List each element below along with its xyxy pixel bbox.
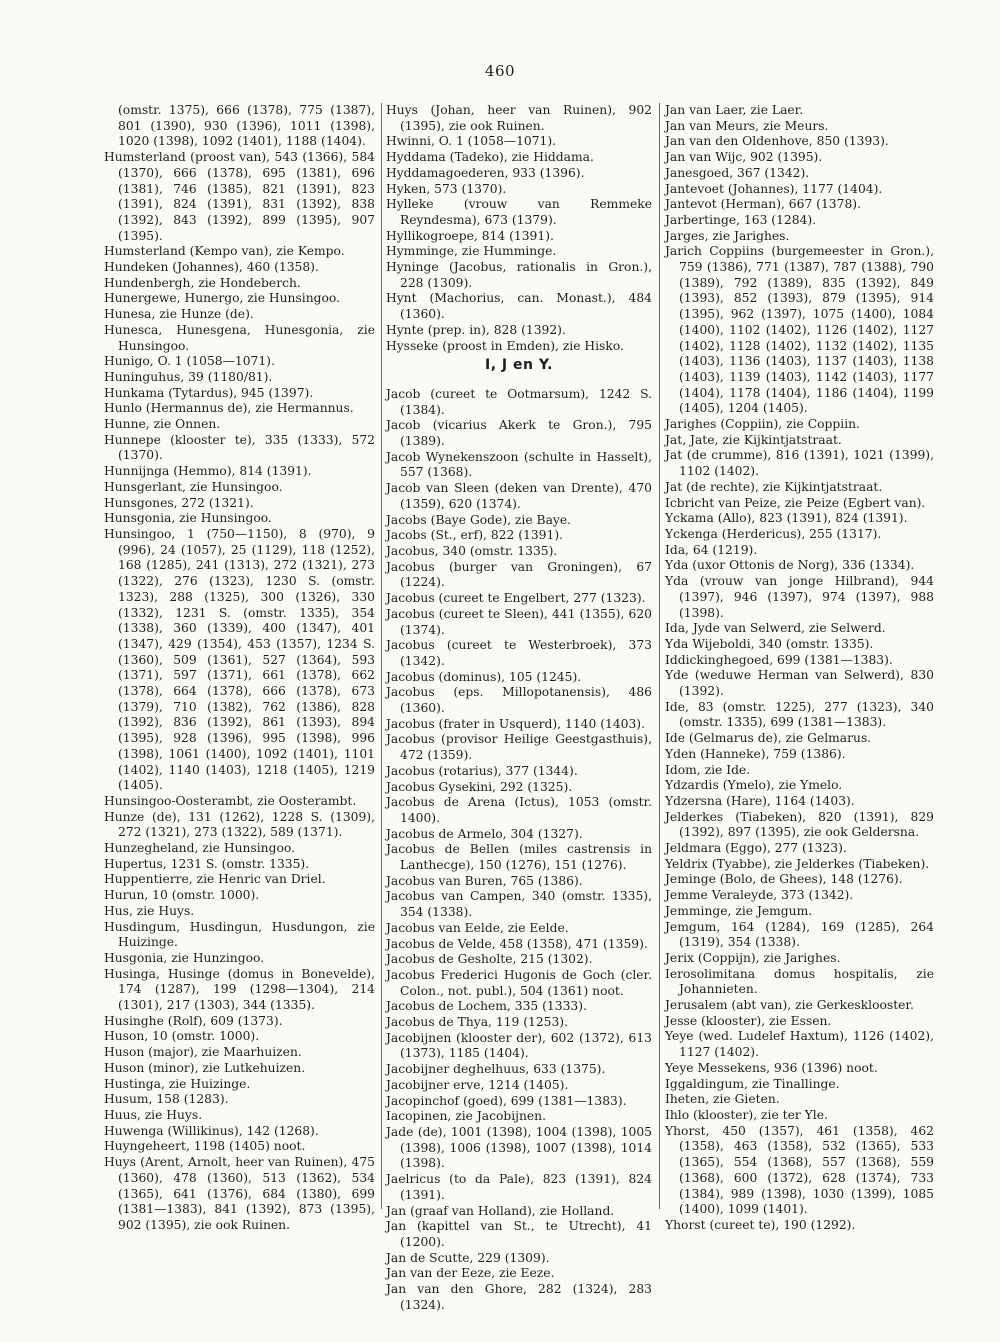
index-entry: Hunigo, O. 1 (1058—1071). xyxy=(104,354,275,369)
index-entry: Jacobs (St., erf), 822 (1391). xyxy=(386,528,564,543)
index-entry: Jaelricus (to da Pale), 823 (1391), 824 (1391). xyxy=(386,1172,652,1202)
index-entry: Jacobs (Baye Gode), zie Baye. xyxy=(386,512,572,527)
index-entry: Jemminge, zie Jemgum. xyxy=(665,903,813,918)
index-entry: Jacobus van Campen, 340 (omstr. 1335), 354 (1338). xyxy=(386,889,652,920)
index-entry: Jantevot (Herman), 667 (1378). xyxy=(665,197,861,212)
index-entry: Huyngeheert, 1198 (1405) noot. xyxy=(104,1139,306,1154)
index-entry: Husdingum, Husdingun, Husdungon, zie Huizinge. xyxy=(104,919,375,950)
index-entry: Iheten, zie Gieten. xyxy=(665,1092,780,1107)
index-entry: Hunesca, Hunesgena, Hunesgonia, zie Hunsingoo. xyxy=(104,322,375,353)
index-entry: Husinga, Husinge (domus in Bonevelde), 174 (1287), 199 (1298—1304), 214 (1301), 217 (1303), 344 (1335). xyxy=(104,966,375,1013)
index-entry: Idom, zie Ide. xyxy=(665,762,751,777)
index-entry: Janesgoed, 367 (1342). xyxy=(665,165,810,180)
index-entry: Yeye Messekens, 936 (1396) noot. xyxy=(665,1060,878,1075)
index-entry: Jacobus van Buren, 765 (1386). xyxy=(386,873,583,888)
index-entry: Hustinga, zie Huizinge. xyxy=(104,1076,251,1091)
index-entry: Huys (Arent, Arnolt, heer van Ruinen), 475 (1360), 478 (1360), 513 (1362), 534 (1365), 641 (1376), 684 (1380), 699 (1381—1383), 841 (1392), 873 (1395), 902 (1395), zie ook Ruinen. xyxy=(104,1155,375,1232)
index-entry: Yda (uxor Ottonis de Norg), 336 (1334). xyxy=(665,558,915,573)
index-entry: Jacobus (dominus), 105 (1245). xyxy=(386,669,582,684)
index-entry: Jemme Veraleyde, 373 (1342). xyxy=(665,888,854,903)
index-entry: Jat (de rechte), zie Kijkintjatstraat. xyxy=(665,479,883,494)
index-column-1 xyxy=(104,103,375,1232)
index-entry: Ierosolimitana domus hospitalis, zie Johannieten. xyxy=(665,966,934,997)
index-entry: Jan van Meurs, zie Meurs. xyxy=(665,118,829,133)
index-entry: Yeye (wed. Ludelef Haxtum), 1126 (1402), 1127 (1402). xyxy=(665,1029,934,1060)
index-entry: Hundeken (Johannes), 460 (1358). xyxy=(104,260,319,275)
index-entry: Jacobus de Armelo, 304 (1327). xyxy=(386,826,583,841)
index-entry: Yeldrix (Tyabbe), zie Jelderkes (Tiabeken). xyxy=(665,856,930,871)
index-entry: Jacobijnen (klooster der), 602 (1372), 613 (1373), 1185 (1404). xyxy=(386,1030,652,1061)
index-entry: Iacopinen, zie Jacobijnen. xyxy=(386,1109,547,1124)
index-entry: Hwinni, O. 1 (1058—1071). xyxy=(386,134,557,149)
index-entry: Jan (kapittel van St., te Utrecht), 41 (1200). xyxy=(386,1219,652,1249)
index-entry: Jacobus Gysekini, 292 (1325). xyxy=(386,779,573,794)
page-number: 460 xyxy=(484,62,516,80)
index-entry: Hyken, 573 (1370). xyxy=(386,181,507,196)
index-entry: Jarbertinge, 163 (1284). xyxy=(665,212,817,227)
index-entry: Huppentierre, zie Henric van Driel. xyxy=(104,872,326,887)
index-entry: Jacobijner deghelhuus, 633 (1375). xyxy=(386,1062,606,1077)
index-entry: Jacobus de Arena (Ictus), 1053 (omstr. 1400). xyxy=(386,795,652,825)
index-entry: Jerix (Coppijn), zie Jarighes. xyxy=(665,950,841,965)
index-entry: Jeminge (Bolo, de Ghees), 148 (1276). xyxy=(665,872,903,887)
index-entry: Hyninge (Jacobus, rationalis in Gron.), 228 (1309). xyxy=(386,260,652,290)
index-entry: Hunnijnga (Hemmo), 814 (1391). xyxy=(104,464,312,479)
index-entry: Jacob (cureet te Ootmarsum), 1242 S. (1384). xyxy=(386,386,652,417)
index-entry: Jan (graaf van Holland), zie Holland. xyxy=(386,1203,615,1218)
index-entry: Jacobus (cureet te Engelbert, 277 (1323). xyxy=(386,591,646,606)
index-entry: Jemgum, 164 (1284), 169 (1285), 264 (1319), 354 (1338). xyxy=(665,919,934,950)
index-entry: Icbricht van Peize, zie Peize (Egbert van). xyxy=(665,495,926,510)
section-heading: I, J en Y. xyxy=(485,357,553,374)
index-entry: Jacobus de Bellen (miles castrensis in Lanthecge), 150 (1276), 151 (1276). xyxy=(386,842,652,873)
index-column-2 xyxy=(386,103,652,1312)
index-entry: Hunne, zie Onnen. xyxy=(104,417,221,432)
index-entry: Jeldmara (Eggo), 277 (1323). xyxy=(665,841,847,856)
index-entry: Hymminge, zie Humminge. xyxy=(386,244,557,259)
index-entry: Jacobus (frater in Usquerd), 1140 (1403). xyxy=(386,716,645,731)
index-entry: Hundenbergh, zie Hondeberch. xyxy=(104,275,301,290)
index-entry: Ydzersna (Hare), 1164 (1403). xyxy=(665,793,855,808)
index-entry: Huson (major), zie Maarhuizen. xyxy=(104,1045,302,1060)
index-entry: Huninguhus, 39 (1180/81). xyxy=(104,369,273,384)
index-entry: Ide, 83 (omstr. 1225), 277 (1323), 340 (omstr. 1335), 699 (1381—1383). xyxy=(665,699,934,730)
index-entry: Yckama (Allo), 823 (1391), 824 (1391). xyxy=(665,511,908,526)
index-entry: Husgonia, zie Hunzingoo. xyxy=(104,950,265,965)
index-entry: Jade (de), 1001 (1398), 1004 (1398), 1005 (1398), 1006 (1398), 1007 (1398), 1014 (1398). xyxy=(386,1125,652,1171)
index-entry: Husinghe (Rolf), 609 (1373). xyxy=(104,1013,283,1028)
index-entry: Jacobus de Thya, 119 (1253). xyxy=(386,1015,569,1030)
index-entry: Jacobus (eps. Millopotanensis), 486 (1360). xyxy=(386,685,652,716)
index-entry: Jerusalem (abt van), zie Gerkesklooster. xyxy=(665,998,914,1013)
index-entry: Ida, 64 (1219). xyxy=(665,542,758,557)
index-entry: Hunergewe, Hunergo, zie Hunsingoo. xyxy=(104,291,340,306)
index-entry: Iddickinghegoed, 699 (1381—1383). xyxy=(665,652,893,667)
index-entry: Jat (de crumme), 816 (1391), 1021 (1399), 1102 (1402). xyxy=(665,448,934,479)
index-entry: Hunesa, zie Hunze (de). xyxy=(104,307,254,322)
index-entry: Jan de Scutte, 229 (1309). xyxy=(386,1250,550,1265)
index-entry: Iggaldingum, zie Tinallinge. xyxy=(665,1076,840,1091)
index-entry: Jacob Wynekenszoon (schulte in Hasselt), 557 (1368). xyxy=(386,449,652,480)
index-entry: Hynt (Machorius, can. Monast.), 484 (1360). xyxy=(386,291,652,322)
index-entry: Yden (Hanneke), 759 (1386). xyxy=(665,746,846,761)
index-entry: Jacobus (burger van Groningen), 67 (1224). xyxy=(386,559,652,590)
index-entry: Jesse (klooster), zie Essen. xyxy=(665,1013,832,1028)
index-entry: Jacobus (rotarius), 377 (1344). xyxy=(386,763,578,778)
index-entry: Hunsgerlant, zie Hunsingoo. xyxy=(104,479,283,494)
index-entry: Yda (vrouw van jonge Hilbrand), 944 (1397), 946 (1397), 974 (1397), 988 (1398). xyxy=(665,574,934,620)
index-entry: Hysseke (proost in Emden), zie Hisko. xyxy=(386,338,624,353)
index-entry: Hyllikogroepe, 814 (1391). xyxy=(386,228,554,243)
index-entry: Yhorst, 450 (1357), 461 (1358), 462 (1358), 463 (1358), 532 (1365), 533 (1365), 554 (1368), 557 (1368), 559 (1368), 600 (1372), 628 (1374), 733 (1384), 989 (1398), 1030 (1399), 1085 (1400), 1099 (1401). xyxy=(665,1123,934,1217)
index-entry: Jan van den Ghore, 282 (1324), 283 (1324). xyxy=(386,1282,652,1312)
index-entry: Hyddamagoederen, 933 (1396). xyxy=(386,165,585,180)
index-entry: Hunsingoo-Oosterambt, zie Oosterambt. xyxy=(104,793,357,808)
index-entry: Jacob van Sleen (deken van Drente), 470 (1359), 620 (1374). xyxy=(386,481,652,511)
index-entry: Jarich Coppiins (burgemeester in Gron.), 759 (1386), 771 (1387), 787 (1388), 790 (1389), 792 (1389), 835 (1392), 849 (1393), 852 (1393), 879 (1395), 914 (1395), 962 (1397), 1075 (1400), 1084 (1400), 1102 (1402), 1126 (1402), 1127 (1402), 1128 (1402), 1132 (1402), 1135 (1403), 1136 (1403), 1137 (1403), 1138 (1403), 1139 (1403), 1142 (1403), 1177 (1404), 1178 (1404), 1186 (1404), 1199 (1405), 1204 (1405). xyxy=(665,244,934,416)
index-entry: Hyddama (Tadeko), zie Hiddama. xyxy=(386,150,594,165)
index-entry: Ydzardis (Ymelo), zie Ymelo. xyxy=(665,778,843,793)
index-entry: Jacobijner erve, 1214 (1405). xyxy=(386,1077,569,1092)
index-entry: Hunsingoo, 1 (750—1150), 8 (970), 9 (996), 24 (1057), 25 (1129), 118 (1252), 168 (1285), 241 (1313), 272 (1321), 273 (1322), 276 (1323), 1230 S. (omstr. 1323), 288 (1325), 300 (1326), 330 (1332), 1231 S. (omstr. 1335), 354 (1338), 360 (1339), 400 (1347), 401 (1347), 429 (1354), 453 (1357), 1234 S. (1360), 509 (1361), 527 (1364), 593 (1371), 597 (1371), 661 (1378), 662 (1378), 664 (1378), 666 (1378), 673 (1379), 710 (1382), 762 (1386), 828 (1392), 836 (1392), 861 (1393), 894 (1395), 928 (1396), 995 (1398), 996 (1398), 1061 (1400), 1092 (1401), 1101 (1402), 1140 (1403), 1218 (1405), 1219 (1405). xyxy=(104,526,375,793)
column-divider xyxy=(381,103,382,1209)
index-entry: Jacob (vicarius Akerk te Gron.), 795 (1389). xyxy=(386,418,652,449)
index-entry: Jat, Jate, zie Kijkintjatstraat. xyxy=(665,432,842,447)
index-entry: Hunzegheland, zie Hunsingoo. xyxy=(104,841,295,856)
index-entry: Yckenga (Herdericus), 255 (1317). xyxy=(665,526,882,541)
index-entry: Huwenga (Willikinus), 142 (1268). xyxy=(104,1123,319,1138)
index-entry: Husum, 158 (1283). xyxy=(104,1092,229,1107)
index-entry: Hurun, 10 (omstr. 1000). xyxy=(104,888,260,903)
index-entry: Hunkama (Tytardus), 945 (1397). xyxy=(104,385,314,400)
index-entry: Hunnepe (klooster te), 335 (1333), 572 (1370). xyxy=(104,432,375,463)
index-entry: Yda Wijeboldi, 340 (omstr. 1335). xyxy=(665,636,874,651)
index-entry: Jacobus (cureet te Westerbroek), 373 (1342). xyxy=(386,638,652,668)
index-entry: Jacobus de Velde, 458 (1358), 471 (1359). xyxy=(386,936,648,951)
index-entry: Yhorst (cureet te), 190 (1292). xyxy=(665,1217,856,1232)
index-entry: Hunlo (Hermannus de), zie Hermannus. xyxy=(104,401,354,416)
index-entry: Hunsgonia, zie Hunsingoo. xyxy=(104,511,272,526)
index-entry: Jacobus Frederici Hugonis de Goch (cler. Colon., not. publ.), 504 (1361) noot. xyxy=(386,967,652,998)
index-entry: Hynte (prep. in), 828 (1392). xyxy=(386,322,566,337)
index-entry: Humsterland (proost van), 543 (1366), 584 (1370), 666 (1378), 695 (1381), 696 (1381), 746 (1385), 821 (1391), 823 (1391), 824 (1391), 831 (1392), 838 (1392), 843 (1392), 899 (1395), 907 (1395). xyxy=(104,150,375,243)
index-entry: Jacobus, 340 (omstr. 1335). xyxy=(386,543,558,558)
index-entry: Ihlo (klooster), zie ter Yle. xyxy=(665,1108,828,1122)
index-entry: Jacobus (provisor Heilige Geestgasthuis), 472 (1359). xyxy=(386,732,652,763)
index-entry: Ide (Gelmarus de), zie Gelmarus. xyxy=(665,731,872,746)
index-entry: Jacobus van Eelde, zie Eelde. xyxy=(386,920,569,935)
index-entry: Huys (Johan, heer van Ruinen), 902 (1395), zie ook Ruinen. xyxy=(386,103,652,133)
index-entry: Humsterland (Kempo van), zie Kempo. xyxy=(104,244,345,259)
index-entry: Hunze (de), 131 (1262), 1228 S. (1309), 272 (1321), 273 (1322), 589 (1371). xyxy=(104,809,375,840)
column-divider xyxy=(659,103,660,1209)
index-entry: Jantevoet (Johannes), 1177 (1404). xyxy=(665,181,883,196)
index-entry: Jacobus (cureet te Sleen), 441 (1355), 620 (1374). xyxy=(386,606,652,637)
index-entry: Huus, zie Huys. xyxy=(104,1108,203,1122)
index-entry: Yde (weduwe Herman van Selwerd), 830 (1392). xyxy=(665,668,934,699)
index-entry: Jan van Wijc, 902 (1395). xyxy=(665,150,823,165)
index-entry: Jacobus de Lochem, 335 (1333). xyxy=(386,999,587,1014)
index-entry: Jan van der Eeze, zie Eeze. xyxy=(386,1266,555,1281)
index-entry: Jarges, zie Jarighes. xyxy=(665,228,790,243)
index-entry: Huson, 10 (omstr. 1000). xyxy=(104,1029,260,1044)
index-entry: Jacobus de Gesholte, 215 (1302). xyxy=(386,952,593,967)
index-entry: (omstr. 1375), 666 (1378), 775 (1387), 801 (1390), 930 (1396), 1011 (1398), 1020 (1398), 1092 (1401), 1188 (1404). xyxy=(118,103,375,149)
index-entry: Hylleke (vrouw van Remmeke Reyndesma), 673 (1379). xyxy=(386,197,652,227)
index-entry: Hupertus, 1231 S. (omstr. 1335). xyxy=(104,856,310,871)
index-entry: Jelderkes (Tiabeken), 820 (1391), 829 (1392), 897 (1395), zie ook Geldersna. xyxy=(665,809,934,840)
index-column-3 xyxy=(665,103,934,1232)
index-entry: Huson (minor), zie Lutkehuizen. xyxy=(104,1060,306,1075)
index-entry: Ida, Jyde van Selwerd, zie Selwerd. xyxy=(665,621,886,636)
index-entry: Jan van den Oldenhove, 850 (1393). xyxy=(665,134,889,149)
index-entry: Jarighes (Coppiin), zie Coppiin. xyxy=(665,417,860,432)
index-entry: Jan van Laer, zie Laer. xyxy=(665,103,804,117)
index-entry: Hunsgones, 272 (1321). xyxy=(104,495,254,510)
index-entry: Hus, zie Huys. xyxy=(104,903,195,918)
index-entry: Jacopinchof (goed), 699 (1381—1383). xyxy=(386,1093,627,1108)
